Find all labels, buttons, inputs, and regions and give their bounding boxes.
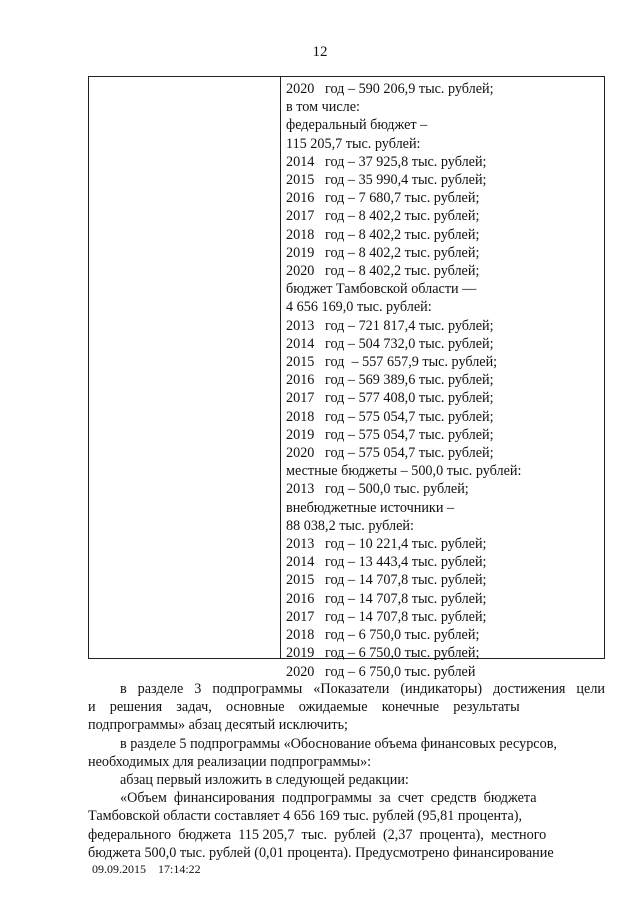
budget-table	[88, 76, 605, 680]
table-line: 2019 год – 8 402,2 тыс. рублей;	[286, 244, 480, 261]
table-line: 2018 год – 575 054,7 тыс. рублей;	[286, 408, 494, 425]
table-line: 2014 год – 13 443,4 тыс. рублей;	[286, 554, 487, 571]
table-line: 2017 год – 14 707,8 тыс. рублей;	[286, 608, 487, 625]
table-line: 2020 год – 590 206,9 тыс. рублей;	[286, 81, 494, 97]
page-number: 12	[312, 44, 328, 60]
paragraph-quote-line4: бюджета 500,0 тыс. рублей (0,01 процента). Предусмотрено финансирование	[88, 844, 554, 861]
table-line: 2015 год – 35 990,4 тыс. рублей;	[286, 172, 487, 189]
body-text	[88, 680, 605, 862]
paragraph-section3-line1: в разделе 3 подпрограммы «Показатели (индикаторы) достижения цели	[120, 681, 605, 697]
paragraph-quote-line3: федерального бюджета 115 205,7 тыс. рублей (2,37 процента), местного	[88, 826, 547, 843]
footer-date: 09.09.2015	[92, 862, 146, 876]
table-line: 2016 год – 7 680,7 тыс. рублей;	[286, 190, 480, 207]
table-line: 2013 год – 500,0 тыс. рублей;	[286, 481, 469, 498]
table-line: 88 038,2 тыс. рублей:	[286, 517, 414, 534]
table-line: 2018 год – 6 750,0 тыс. рублей;	[286, 627, 480, 644]
table-line: 2015 год – 14 707,8 тыс. рублей;	[286, 572, 487, 589]
table-line: 4 656 169,0 тыс. рублей:	[286, 299, 432, 316]
table-line: 2017 год – 8 402,2 тыс. рублей;	[286, 208, 480, 225]
paragraph-section3-line3: подпрограммы» абзац десятый исключить;	[88, 717, 348, 734]
table-line: федеральный бюджет –	[286, 117, 428, 134]
table-line: 2019 год – 575 054,7 тыс. рублей;	[286, 426, 494, 443]
table-line: 2019 год – 6 750,0 тыс. рублей;	[286, 645, 480, 662]
table-line: бюджет Тамбовской области —	[286, 281, 477, 298]
table-column-divider	[280, 77, 281, 658]
table-line: 2020 год – 6 750,0 тыс. рублей	[286, 663, 476, 680]
footer-time: 17:14:22	[158, 862, 201, 876]
paragraph-section5-line2: необходимых для реализации подпрограммы»:	[88, 753, 372, 770]
table-line: 2017 год – 577 408,0 тыс. рублей;	[286, 390, 494, 407]
paragraph-section5-line1: в разделе 5 подпрограммы «Обоснование объема финансовых ресурсов,	[120, 735, 557, 752]
table-line: 2013 год – 721 817,4 тыс. рублей;	[286, 317, 494, 334]
table-cell-financing	[286, 80, 602, 681]
table-line: 2020 год – 575 054,7 тыс. рублей;	[286, 445, 494, 462]
table-line: 2016 год – 14 707,8 тыс. рублей;	[286, 590, 487, 607]
paragraph-quote-line2: Тамбовской области составляет 4 656 169 тыс. рублей (95,81 процента),	[88, 808, 523, 825]
table-line: 2015 год – 557 657,9 тыс. рублей;	[286, 354, 498, 371]
table-line: внебюджетные источники –	[286, 499, 455, 516]
table-line: 2016 год – 569 389,6 тыс. рублей;	[286, 372, 494, 389]
table-line: 2014 год – 504 732,0 тыс. рублей;	[286, 335, 494, 352]
table-line: 2018 год – 8 402,2 тыс. рублей;	[286, 226, 480, 243]
paragraph-first-abzac: абзац первый изложить в следующей редакции:	[120, 772, 409, 789]
table-line: 2020 год – 8 402,2 тыс. рублей;	[286, 263, 480, 280]
table-line: в том числе:	[286, 99, 360, 116]
table-line: 2014 год – 37 925,8 тыс. рублей;	[286, 153, 487, 170]
table-line: 2013 год – 10 221,4 тыс. рублей;	[286, 536, 487, 553]
paragraph-section3-line2: и решения задач, основные ожидаемые конечные результаты	[88, 699, 520, 716]
footer-timestamp	[92, 862, 201, 877]
table-line: 115 205,7 тыс. рублей:	[286, 135, 421, 152]
paragraph-quote-line1: «Объем финансирования подпрограммы за счет средств бюджета	[120, 790, 537, 807]
table-line: местные бюджеты – 500,0 тыс. рублей:	[286, 463, 522, 480]
